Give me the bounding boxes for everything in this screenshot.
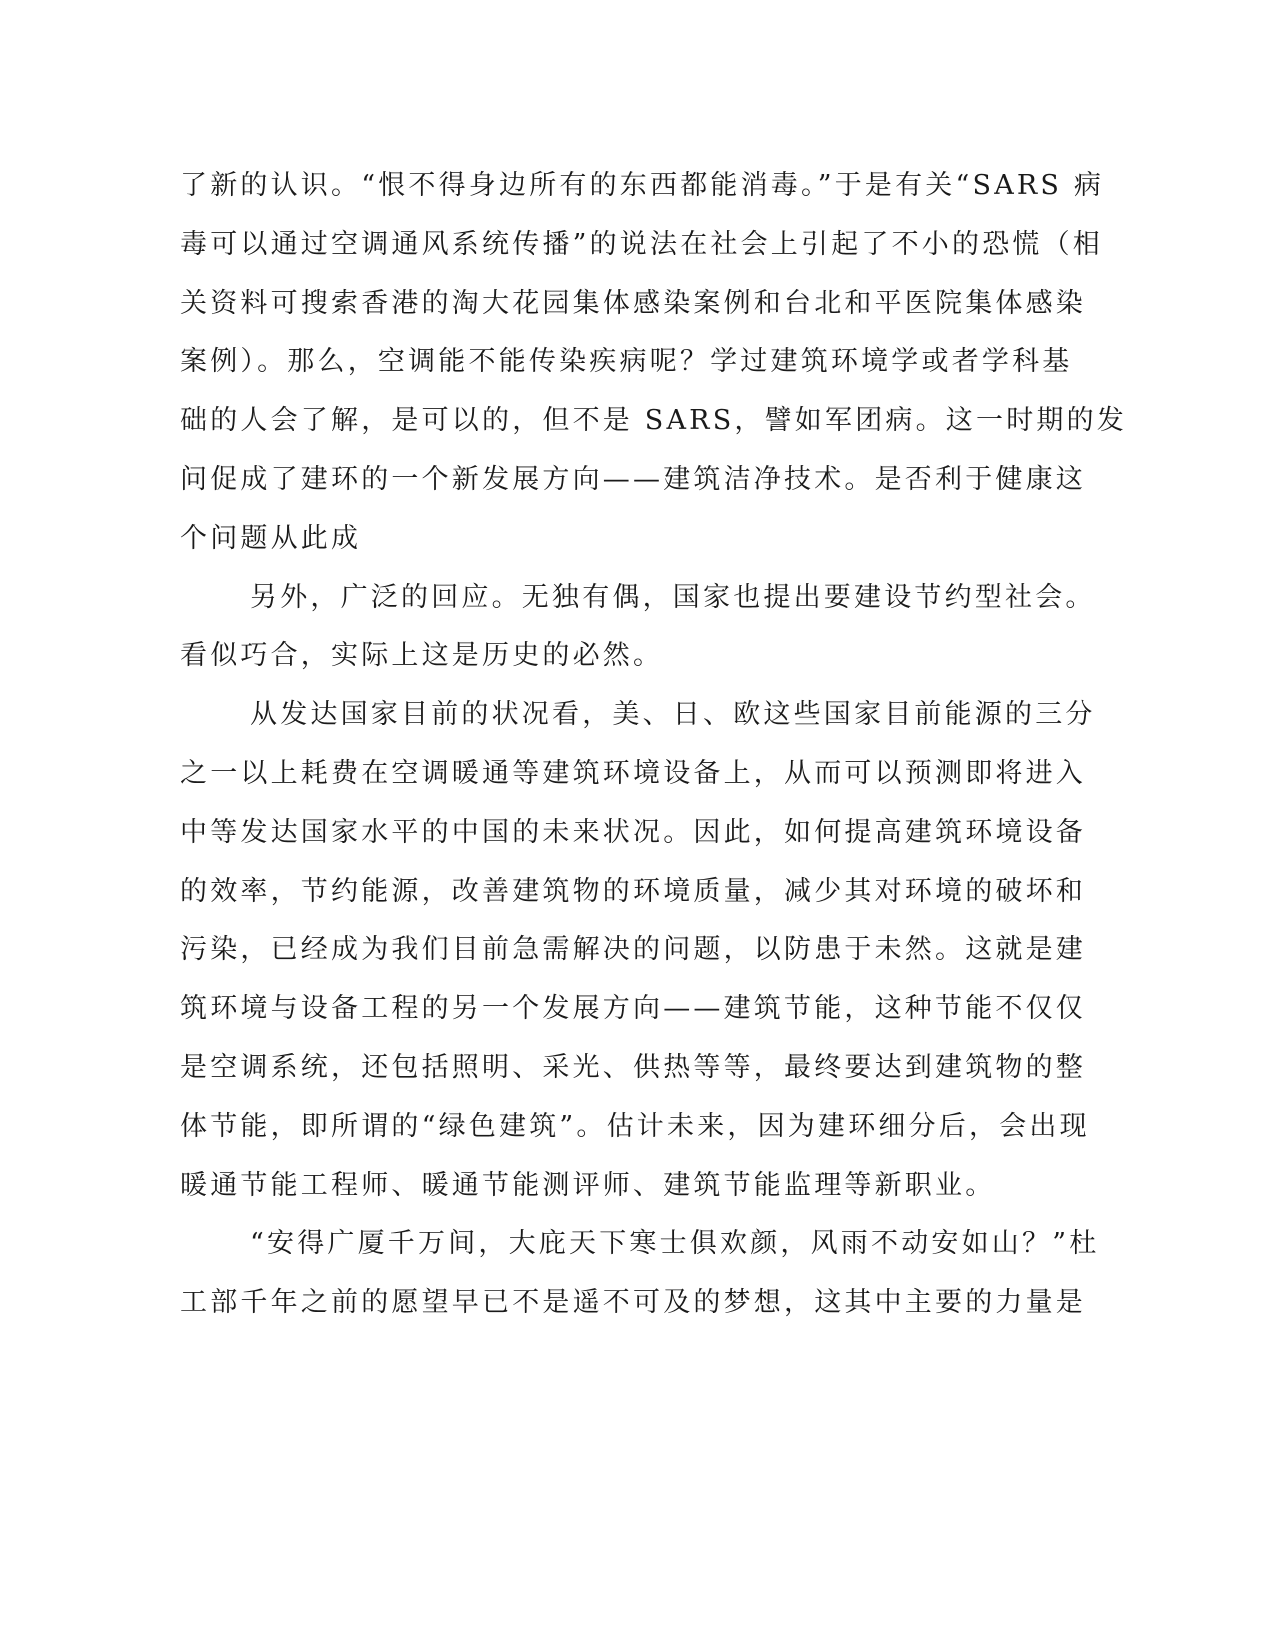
text-line: 问促成了建环的一个新发展方向——建筑洁净技术。是否利于健康这 [180,463,1086,495]
body-text [180,157,1128,1333]
text-line: 毒可以通过空调通风系统传播”的说法在社会上引起了不小的恐慌（相 [180,228,1104,260]
text-line: 筑环境与设备工程的另一个发展方向——建筑节能，这种节能不仅仅 [180,993,1086,1025]
text-line: 关资料可搜索香港的淘大花园集体感染案例和台北和平医院集体感染 [180,287,1086,319]
text-line: 了新的认识。“恨不得身边所有的东西都能消毒。”于是有关“SARS 病 [180,170,1105,201]
text-line: 个问题从此成 [180,522,362,554]
text-line: 础的人会了解，是可以的，但不是 SARS，譬如军团病。这一时期的发 [180,405,1128,437]
text-line: 的效率，节约能源，改善建筑物的环境质量，减少其对环境的破坏和 [180,875,1086,907]
paragraph-start-line: 从发达国家目前的状况看，美、日、欧这些国家目前能源的三分 [250,699,1096,731]
text-line: 暖通节能工程师、暖通节能测评师、建筑节能监理等新职业。 [180,1169,996,1201]
text-line: 看似巧合，实际上这是历史的必然。 [180,640,664,672]
text-line: 是空调系统，还包括照明、采光、供热等等，最终要达到建筑物的整 [180,1051,1086,1083]
text-line: 污染，已经成为我们目前急需解决的问题，以防患于未然。这就是建 [180,934,1086,966]
text-line: 之一以上耗费在空调暖通等建筑环境设备上，从而可以预测即将进入 [180,757,1086,789]
paragraph-start-line: 另外，广泛的回应。无独有偶，国家也提出要建设节约型社会。 [250,581,1096,613]
paragraph-start-line: “安得广厦千万间，大庇天下寒士俱欢颜，风雨不动安如山？”杜 [250,1228,1100,1260]
text-line: 体节能，即所谓的“绿色建筑”。估计未来，因为建环细分后，会出现 [180,1110,1090,1142]
text-line: 中等发达国家水平的中国的未来状况。因此，如何提高建筑环境设备 [180,816,1086,848]
text-line: 案例）。那么，空调能不能传染疾病呢？学过建筑环境学或者学科基 [180,346,1073,378]
text-line: 工部千年之前的愿望早已不是遥不可及的梦想，这其中主要的力量是 [180,1287,1086,1319]
